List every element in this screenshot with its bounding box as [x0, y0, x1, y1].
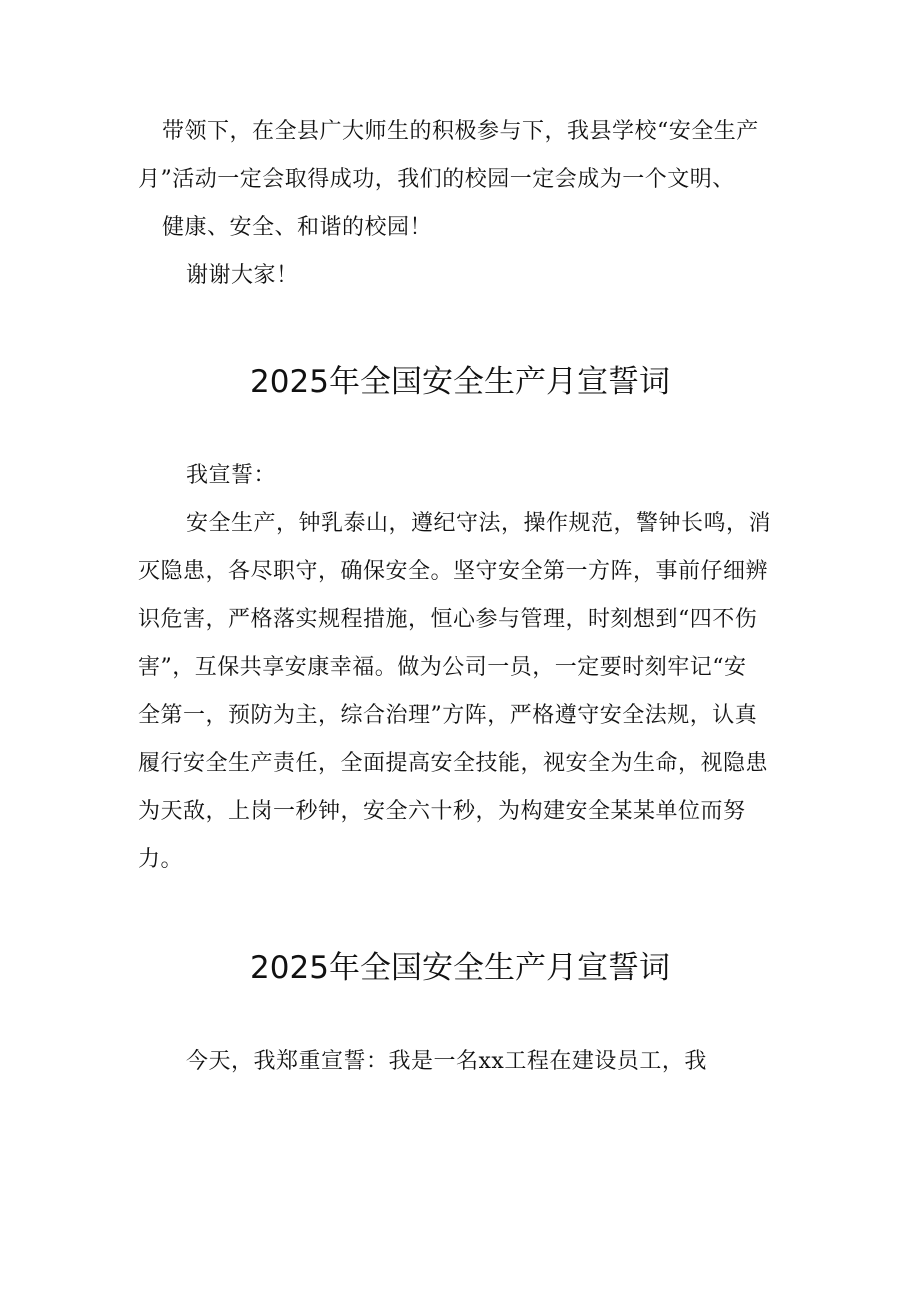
- section1-body: [138, 452, 798, 884]
- section2-body: [138, 1038, 798, 1086]
- section1-line-8: 力。: [138, 847, 184, 872]
- section1-line-6: 履行安全生产责任，全面提高安全技能，视安全为生命，视隐患: [138, 751, 769, 776]
- section2-title: 2025年全国安全生产月宣誓词: [250, 950, 670, 986]
- section1-line-3: 识危害，严格落实规程措施，恒心参与管理，时刻想到“四不伤: [138, 607, 758, 632]
- intro-line-2: 月”活动一定会取得成功，我们的校园一定会成为一个文明、: [138, 167, 735, 192]
- section1-opening: 我宣誓：: [186, 463, 277, 488]
- intro-line-3: 健康、安全、和谐的校园！: [162, 215, 433, 240]
- section2-line-1: 今天，我郑重宣誓：我是一名xx工程在建设员工，我: [186, 1049, 707, 1074]
- section1-line-5: 全第一，预防为主，综合治理”方阵，严格遵守安全法规，认真: [138, 703, 758, 728]
- section1-line-2: 灭隐患，各尽职守，确保安全。坚守安全第一方阵，事前仔细辨: [138, 559, 769, 584]
- thanks-line: 谢谢大家！: [186, 263, 299, 288]
- section1-line-4: 害”，互保共享安康幸福。做为公司一员，一定要时刻牢记“安: [138, 655, 747, 680]
- section1-line-1: 安全生产，钟乳泰山，遵纪守法，操作规范，警钟长鸣，消: [186, 511, 772, 536]
- intro-line-1: 带领下，在全县广大师生的积极参与下，我县学校“安全生产: [162, 119, 759, 144]
- section1-line-7: 为天敌，上岗一秒钟，安全六十秒，为构建安全某某单位而努: [138, 799, 746, 824]
- intro-paragraph: [138, 108, 798, 300]
- section1-title: 2025年全国安全生产月宣誓词: [250, 364, 670, 400]
